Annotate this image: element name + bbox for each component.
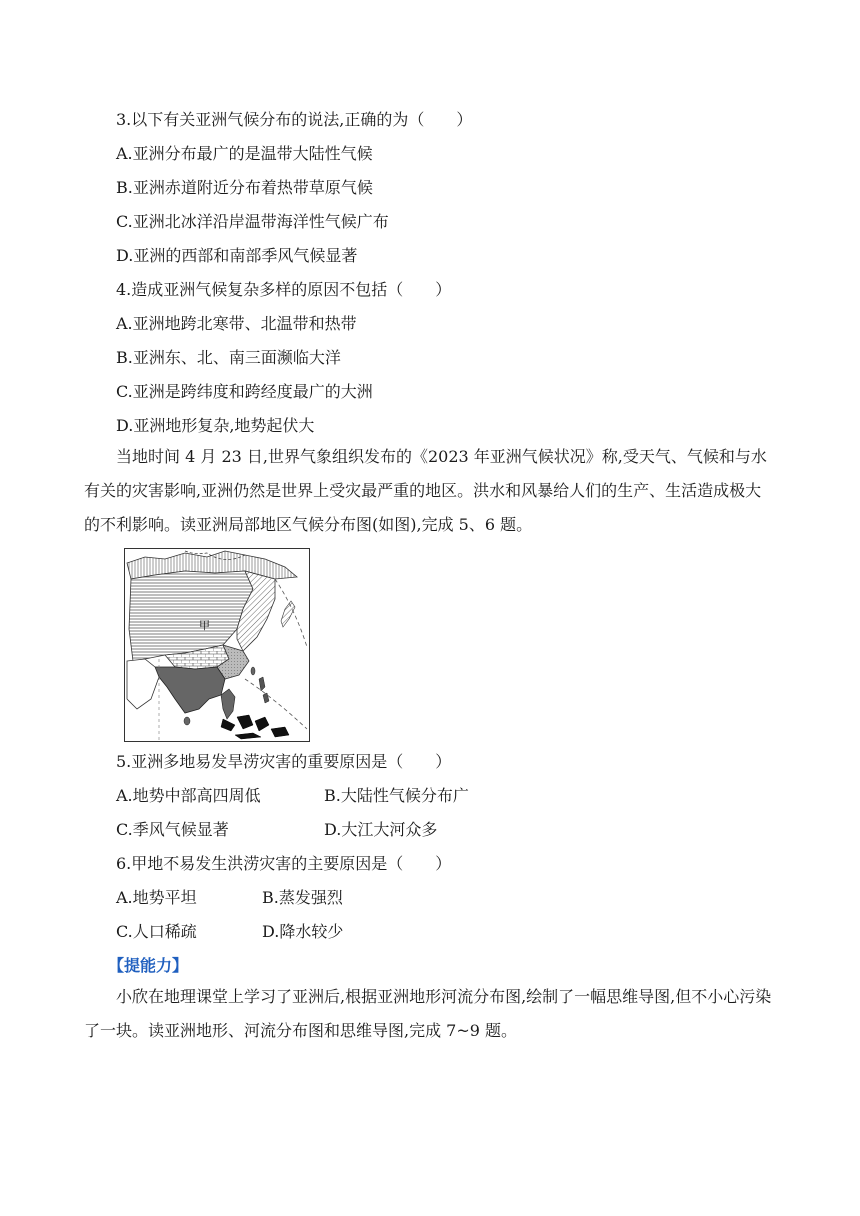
q3-option-d: D.亚洲的西部和南部季风气候显著 — [116, 246, 358, 265]
continental-region — [129, 571, 253, 661]
q5-option-b: B.大陆性气候分布广 — [324, 786, 469, 805]
q4-stem: 4.造成亚洲气候复杂多样的原因不包括（ ） — [116, 280, 452, 299]
passage-climate: 当地时间 4 月 23 日,世界气象组织发布的《2023 年亚洲气候状况》称,受天气、气候和与水有关的灾害影响,亚洲仍然是世界上受灾最严重的地区。洪水和风暴给人们的生产、生活造成极大的不利影响。读亚洲局部地区气候分布图(如图),完成 5、6 题。 — [84, 447, 767, 534]
q6-option-b: B.蒸发强烈 — [262, 888, 343, 907]
tropical-monsoon-region — [155, 667, 225, 713]
q6-option-c: C.人口稀疏 — [116, 922, 197, 941]
equatorial-islands — [221, 715, 289, 739]
taiwan-island — [251, 667, 255, 675]
q4-option-d: D.亚洲地形复杂,地势起伏大 — [116, 416, 315, 435]
philippine-islands — [259, 677, 269, 703]
q6-option-a: A.地势平坦 — [116, 888, 197, 907]
japan-islands — [281, 601, 295, 627]
sri-lanka-island — [184, 717, 190, 725]
q3-stem: 3.以下有关亚洲气候分布的说法,正确的为（ ） — [116, 110, 473, 129]
q4-option-c: C.亚洲是跨纬度和跨经度最广的大洲 — [116, 382, 373, 401]
q4-option-a: A.亚洲地跨北寒带、北温带和热带 — [116, 314, 357, 333]
label-jia: 甲 — [199, 619, 210, 632]
asia-climate-map — [124, 548, 310, 742]
dashed-equator-line — [245, 679, 307, 729]
arabia-region — [127, 659, 159, 709]
q4-option-b: B.亚洲东、北、南三面濒临大洋 — [116, 348, 341, 367]
q3-option-a: A.亚洲分布最广的是温带大陆性气候 — [116, 144, 373, 163]
indochina-region — [221, 689, 235, 719]
q5-stem: 5.亚洲多地易发旱涝灾害的重要原因是（ ） — [116, 752, 452, 771]
q6-option-d: D.降水较少 — [262, 922, 344, 941]
q3-option-c: C.亚洲北冰洋沿岸温带海洋性气候广布 — [116, 212, 389, 231]
q5-option-d: D.大江大河众多 — [324, 820, 438, 839]
q6-stem: 6.甲地不易发生洪涝灾害的主要原因是（ ） — [116, 854, 452, 873]
q5-option-a: A.地势中部高四周低 — [116, 786, 261, 805]
q3-option-b: B.亚洲赤道附近分布着热带草原气候 — [116, 178, 373, 197]
section-title: 【提能力】 — [108, 956, 189, 975]
passage-mindmap: 小欣在地理课堂上学习了亚洲后,根据亚洲地形河流分布图,绘制了一幅思维导图,但不小心污染了一块。读亚洲地形、河流分布图和思维导图,完成 7~9 题。 — [84, 987, 772, 1040]
q5-option-c: C.季风气候显著 — [116, 820, 229, 839]
